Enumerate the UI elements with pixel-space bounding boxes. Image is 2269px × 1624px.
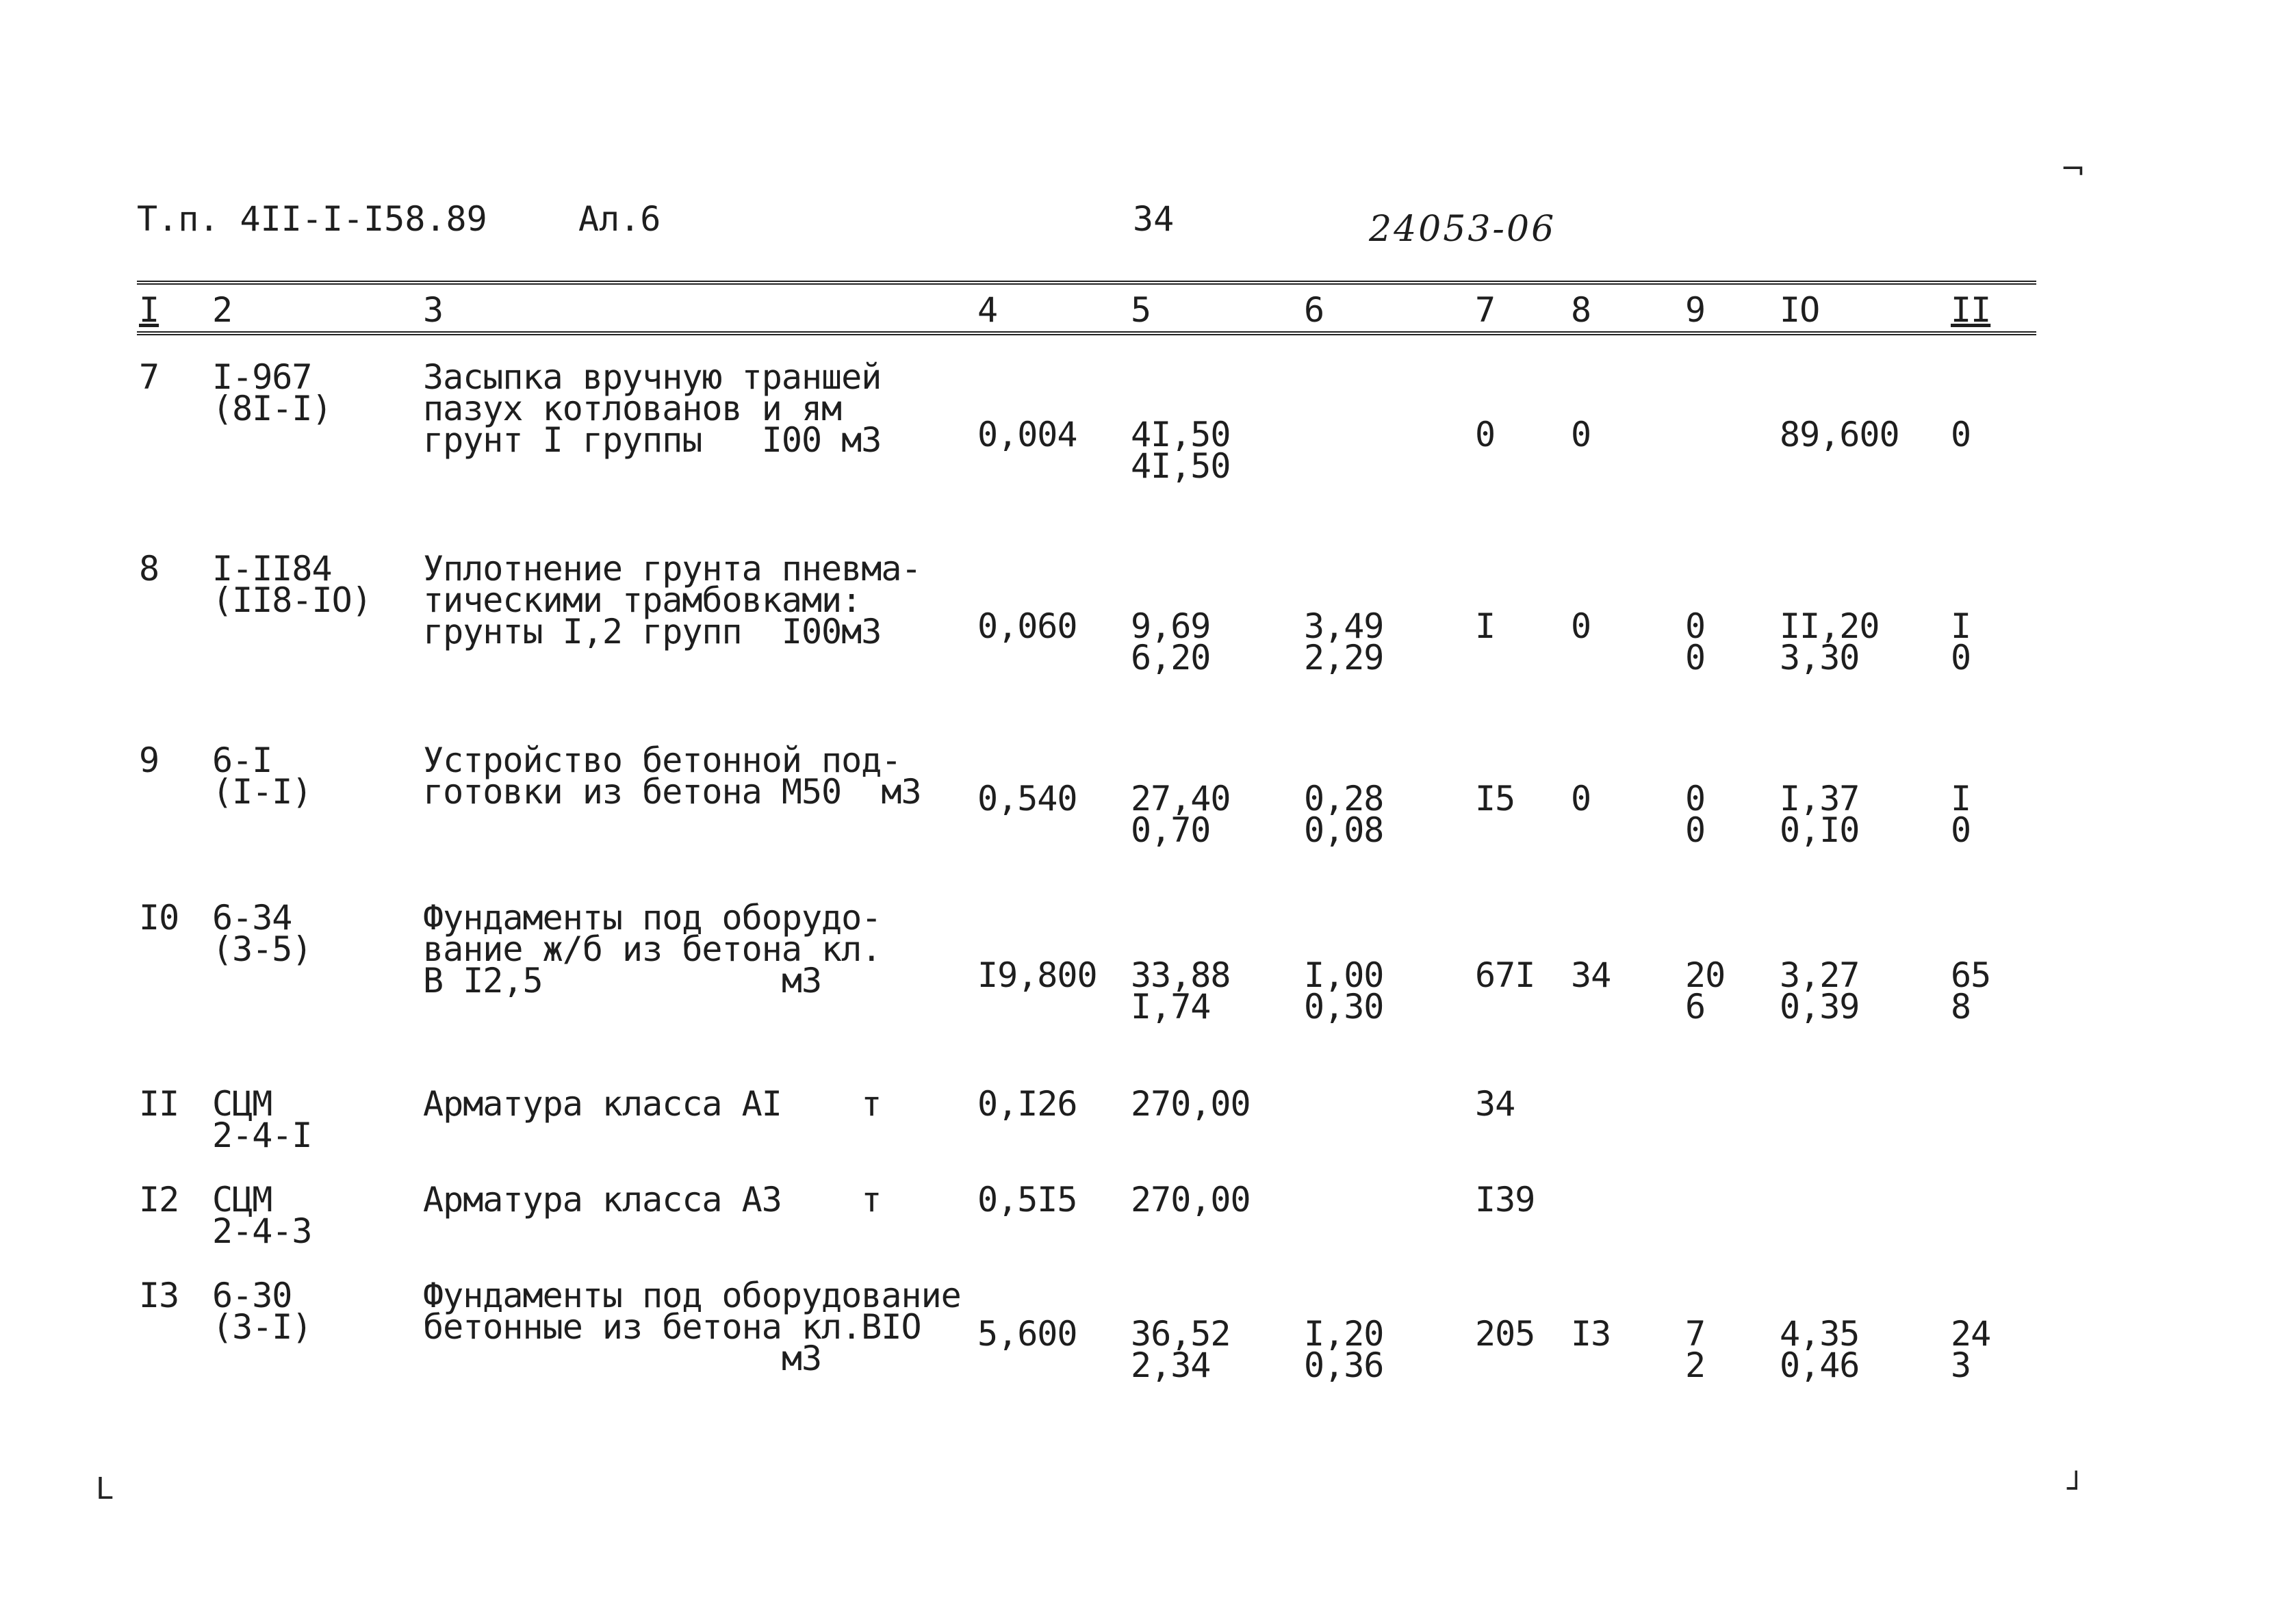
work-description: Уплотнение грунта пневма- тическими трамбовками: грунты I,2 групп I00м3 (423, 549, 921, 652)
column-header-10: IO (1780, 290, 1820, 330)
labor-per-unit: II,20 3,30 (1780, 606, 1880, 678)
unit-cost: 9,69 6,20 (1131, 606, 1211, 678)
labor-total: 65 8 (1951, 955, 1991, 1027)
header-rule-bottom (137, 331, 2036, 338)
machine-cost: 3,49 2,29 (1304, 606, 1384, 678)
work-description: Арматура класса АI т (423, 1084, 882, 1124)
column-header-7: 7 (1475, 290, 1496, 330)
column-header-3: 3 (423, 290, 444, 330)
norm-code: 6-34 (3-5) (212, 898, 312, 969)
unit-cost: 4I,50 4I,50 (1131, 415, 1231, 486)
machine-wages: 20 6 (1685, 955, 1726, 1027)
wages-total: I3 (1571, 1314, 1611, 1354)
wages-total: 34 (1571, 955, 1611, 995)
work-description: Засыпка вручную траншей пазух котлованов и ям грунт I группы I00 м3 (423, 357, 882, 460)
quantity: I9,800 (977, 955, 1097, 995)
quantity: 0,I26 (977, 1084, 1077, 1124)
quantity: 0,540 (977, 779, 1077, 819)
column-header-1: I (139, 290, 159, 330)
norm-code: I-967 (8I-I) (212, 357, 332, 428)
quantity: 5,600 (977, 1314, 1077, 1354)
album-label: Ал.6 (578, 199, 661, 239)
wages-total: 0 (1571, 779, 1591, 819)
labor-per-unit: 4,35 0,46 (1780, 1314, 1860, 1385)
row-number: 7 (139, 357, 159, 397)
labor-total: I 0 (1951, 606, 1971, 678)
norm-code: 6-I (I-I) (212, 740, 312, 812)
unit-cost: 270,00 (1131, 1084, 1251, 1124)
unit-cost: 27,40 0,70 (1131, 779, 1231, 850)
unit-cost: 36,52 2,34 (1131, 1314, 1231, 1385)
total-cost: I (1475, 606, 1496, 646)
row-number: I3 (139, 1276, 179, 1315)
norm-code: СЦМ 2-4-3 (212, 1180, 312, 1251)
page-number: 34 (1133, 199, 1175, 239)
column-header-2: 2 (212, 290, 233, 330)
row-number: 9 (139, 740, 159, 780)
norm-code: СЦМ 2-4-I (212, 1084, 312, 1155)
row-number: II (139, 1084, 179, 1124)
labor-per-unit: 89,600 (1780, 415, 1899, 454)
labor-per-unit: I,37 0,I0 (1780, 779, 1860, 850)
norm-code: I-II84 (II8-IO) (212, 549, 372, 620)
total-cost: 34 (1475, 1084, 1515, 1124)
work-description: Арматура класса А3 т (423, 1180, 882, 1220)
quantity: 0,004 (977, 415, 1077, 454)
quantity: 0,060 (977, 606, 1077, 646)
total-cost: 0 (1475, 415, 1496, 454)
total-cost: I5 (1475, 779, 1515, 819)
column-header-8: 8 (1571, 290, 1591, 330)
handwritten-doc-number: 24053-06 (1369, 209, 1556, 250)
labor-total: 0 (1951, 415, 1971, 454)
column-header-11: II (1951, 290, 1991, 330)
row-number: I2 (139, 1180, 179, 1220)
corner-mark-top-right: ¬ (2060, 152, 2086, 187)
work-description: Устройство бетонной под- готовки из бетона М50 м3 (423, 740, 921, 812)
wages-total: 0 (1571, 415, 1591, 454)
unit-cost: 270,00 (1131, 1180, 1251, 1220)
total-cost: 205 (1475, 1314, 1535, 1354)
column-header-4: 4 (977, 290, 998, 330)
total-cost: I39 (1475, 1180, 1535, 1220)
wages-total: 0 (1571, 606, 1591, 646)
norm-code: 6-30 (3-I) (212, 1276, 312, 1347)
row-number: I0 (139, 898, 179, 938)
machine-wages: 0 0 (1685, 779, 1706, 850)
work-description: Фундаменты под оборудование бетонные из бетона кл.BIO м3 (423, 1276, 961, 1378)
machine-cost: I,20 0,36 (1304, 1314, 1384, 1385)
machine-wages: 0 0 (1685, 606, 1706, 678)
labor-per-unit: 3,27 0,39 (1780, 955, 1860, 1027)
corner-mark-bottom-right: ┘ (2067, 1471, 2086, 1506)
machine-cost: 0,28 0,08 (1304, 779, 1384, 850)
header-rule-top (137, 281, 2036, 287)
work-description: Фундаменты под оборудо- вание ж/б из бетона кл. В I2,5 м3 (423, 898, 882, 1001)
corner-mark-bottom-left: L (96, 1471, 113, 1506)
column-header-6: 6 (1304, 290, 1324, 330)
column-header-9: 9 (1685, 290, 1706, 330)
column-header-5: 5 (1131, 290, 1151, 330)
labor-total: 24 3 (1951, 1314, 1991, 1385)
row-number: 8 (139, 549, 159, 589)
machine-wages: 7 2 (1685, 1314, 1706, 1385)
machine-cost: I,00 0,30 (1304, 955, 1384, 1027)
labor-total: I 0 (1951, 779, 1971, 850)
series-label: Т.п. 4II-I-I58.89 (137, 199, 487, 239)
total-cost: 67I (1475, 955, 1535, 995)
unit-cost: 33,88 I,74 (1131, 955, 1231, 1027)
quantity: 0,5I5 (977, 1180, 1077, 1220)
